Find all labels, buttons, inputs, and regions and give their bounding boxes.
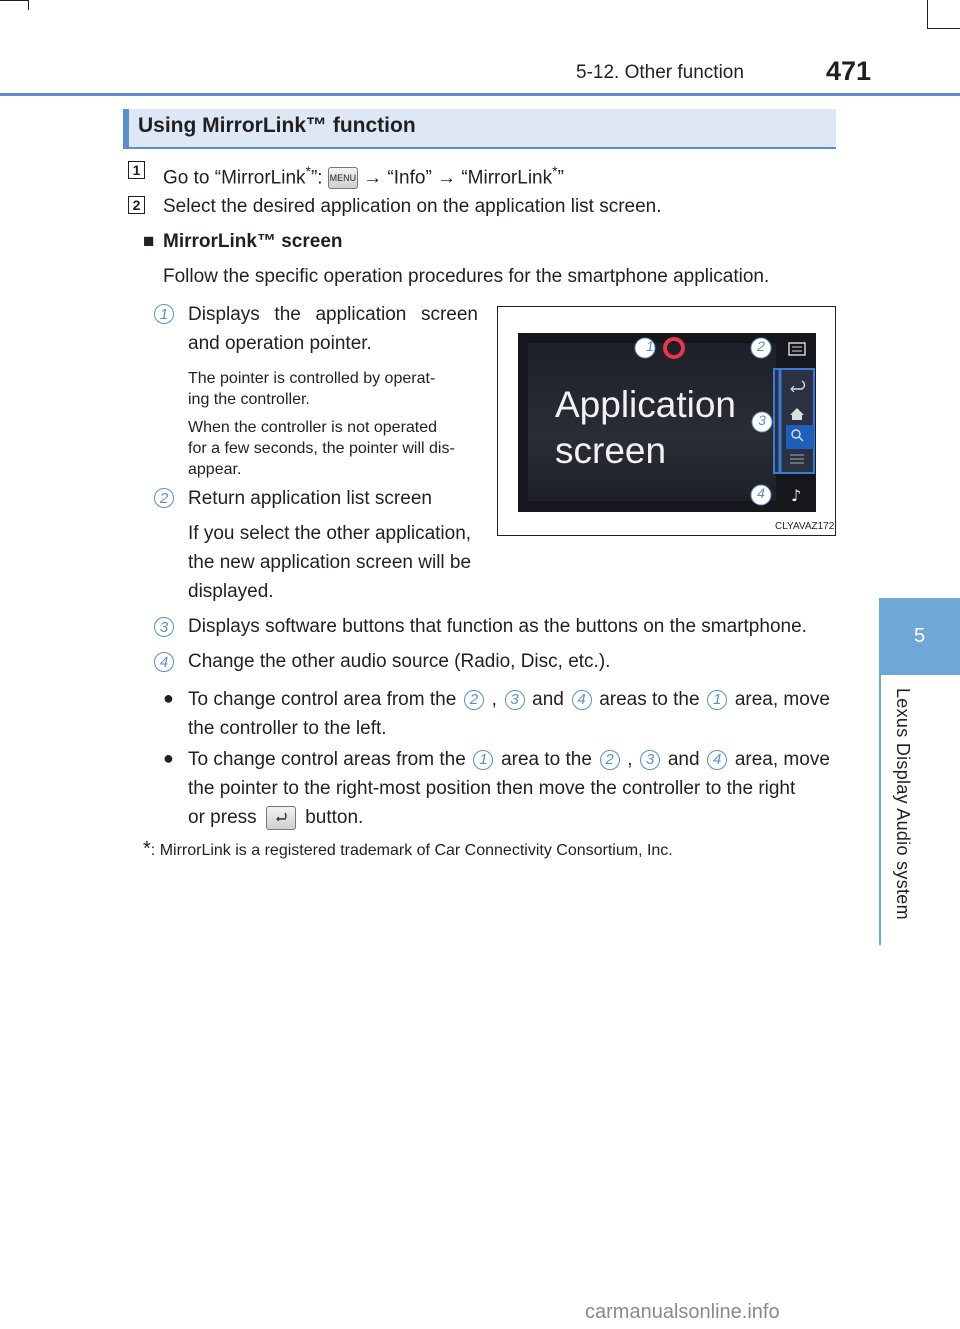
bullet-2-line3 [188, 803, 363, 832]
header-rule [0, 93, 960, 96]
item-1-note: When the controller is not operated [188, 419, 438, 436]
bullet-text: To change control area from the [188, 689, 457, 710]
bullet-text: area to the [501, 749, 592, 770]
menu-button-icon: MENU [328, 167, 358, 189]
footnote-marker: * [143, 838, 151, 860]
item-2-extra: If you select the other application, [188, 523, 472, 544]
list-icon [789, 343, 805, 355]
item-ref-2: 2 [464, 690, 484, 710]
item-3-text: Displays software buttons that function as the buttons on the smartphone. [188, 616, 807, 637]
item-ref-1: 1 [707, 690, 727, 710]
item-ref-4: 4 [572, 690, 592, 710]
item-2-extra: the new application screen will be [188, 552, 472, 573]
callout-label-4: 4 [757, 485, 765, 501]
step-1-text-part: → “Info” → “MirrorLink [363, 167, 553, 189]
callout-label-3: 3 [758, 412, 766, 428]
item-number-3: 3 [154, 617, 174, 637]
section-title-accent [123, 109, 129, 149]
bullet-2-line1 [188, 745, 830, 774]
item-4-text: Change the other audio source (Radio, Disc, etc.). [188, 651, 611, 672]
item-number-2: 2 [154, 488, 174, 508]
screen-text: screen [555, 430, 667, 471]
step-number-2: 2 [128, 196, 145, 214]
item-1-note: for a few seconds, the pointer will dis- [188, 440, 455, 457]
selected-button [786, 425, 814, 449]
chapter-tab-line [879, 675, 881, 945]
back-button-icon [266, 806, 296, 830]
bullet-text: area, move [734, 749, 830, 770]
bullet-text: To change control areas from the [188, 749, 466, 770]
screen-text: Application [555, 384, 737, 425]
item-ref-3: 3 [640, 750, 660, 770]
bullet-marker: ● [163, 688, 174, 708]
item-number-4: 4 [154, 652, 174, 672]
item-1-note: The pointer is controlled by operat- [188, 370, 436, 387]
item-2-line1: Return application list screen [188, 488, 432, 509]
item-ref-1: 1 [473, 750, 493, 770]
crop-mark [927, 0, 928, 28]
item-ref-3: 3 [505, 690, 525, 710]
item-1-note: appear. [188, 461, 242, 478]
bullet-text: and [532, 689, 564, 710]
crop-mark [0, 0, 28, 1]
item-number-1: 1 [154, 304, 174, 324]
crop-mark [927, 28, 960, 29]
subsection-intro: Follow the specific operation procedures for the smartphone application. [163, 266, 770, 287]
bullet-text: and [667, 749, 700, 770]
item-ref-2: 2 [600, 750, 620, 770]
watermark: carmanualsonline.info [585, 1301, 780, 1323]
item-2-extra: displayed. [188, 581, 274, 602]
bullet-text: button. [305, 807, 364, 828]
item-1-line1: Displays the application screen [188, 304, 478, 325]
crop-mark [28, 0, 29, 10]
item-1-note: ing the controller. [188, 391, 310, 408]
page-number: 471 [826, 56, 872, 86]
chapter-title: Lexus Display Audio system [893, 688, 913, 920]
bullet-1-line2: the controller to the left. [188, 718, 387, 739]
subsection-marker: ■ [143, 231, 155, 252]
bullet-text: , [627, 749, 633, 770]
item-ref-4: 4 [707, 750, 727, 770]
item-1-line2: and operation pointer. [188, 333, 372, 354]
footnote-ref: * [552, 163, 558, 179]
running-header-section: 5-12. Other function [576, 62, 744, 83]
chapter-number: 5 [913, 625, 926, 647]
callout-label-1: 1 [646, 338, 654, 354]
bullet-text: , [491, 689, 497, 710]
footnote-ref: * [305, 163, 311, 179]
callout-label-2: 2 [757, 338, 765, 354]
bullet-marker: ● [163, 748, 174, 768]
pointer-icon [665, 339, 683, 357]
bullet-text: area, move [734, 689, 830, 710]
step-1-text-part: Go to “MirrorLink [163, 167, 306, 189]
step-2-text: Select the desired application on the application list screen. [163, 196, 662, 217]
step-1-text-part: ”: [310, 167, 323, 189]
step-1-text-part: ” [557, 167, 564, 189]
step-number-1: 1 [128, 161, 145, 179]
bullet-1-line1 [188, 685, 830, 714]
step-1-text [163, 157, 564, 192]
subsection-title: MirrorLink™ screen [163, 231, 343, 252]
bullet-text: or press [188, 807, 257, 828]
bullet-2-line2: the pointer to the right-most position then move the controller to the right [188, 778, 796, 799]
bullet-text: areas to the [599, 689, 700, 710]
footnote [143, 838, 673, 861]
music-note-icon: ♪ [791, 486, 802, 505]
section-title: Using MirrorLink™ function [138, 114, 416, 137]
figure-code: CLYAVAZ172 [775, 521, 835, 532]
footnote-text: : MirrorLink is a registered trademark of Car Connectivity Consortium, Inc. [150, 842, 673, 859]
